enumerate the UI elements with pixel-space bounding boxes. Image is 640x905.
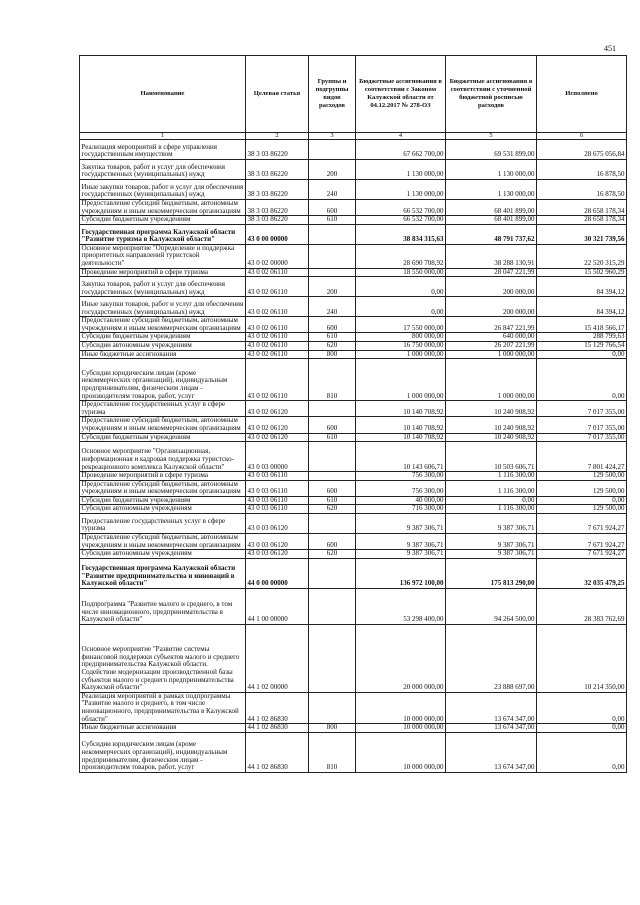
row-law-amount: 67 662 700,00	[356, 140, 446, 160]
table-row	[80, 732, 627, 772]
column-number: 3	[309, 133, 356, 140]
row-revised-amount: 68 401 899,00	[446, 200, 537, 216]
row-expense-group	[309, 588, 356, 624]
row-law-amount: 10 000 000,00	[356, 724, 446, 733]
row-expense-group	[309, 268, 356, 277]
row-revised-amount: 0,00	[446, 496, 537, 505]
row-expense-group: 600	[309, 480, 356, 496]
table-row	[80, 359, 627, 401]
row-law-amount: 38 834 315,63	[356, 224, 446, 244]
row-target-code: 43 0 00 00000	[246, 224, 309, 244]
row-executed-amount: 0,00	[537, 350, 627, 359]
row-expense-group	[309, 244, 356, 268]
row-target-code: 43 0 03 06110	[246, 496, 309, 505]
row-expense-group: 600	[309, 417, 356, 433]
row-name: Субсидии бюджетным учреждениям	[80, 333, 246, 342]
row-expense-group	[309, 401, 356, 417]
row-law-amount: 10 143 606,71	[356, 442, 446, 472]
row-executed-amount: 84 394,12	[537, 277, 627, 297]
row-name: Иные бюджетные ассигнования	[80, 350, 246, 359]
row-name: Иные бюджетные ассигнования	[80, 724, 246, 733]
row-expense-group: 610	[309, 216, 356, 225]
table-row	[80, 333, 627, 342]
row-law-amount: 40 000,00	[356, 496, 446, 505]
row-expense-group: 620	[309, 550, 356, 559]
row-name: Предоставление субсидий бюджетным, автономным учреждениям и иным некоммерческим организациям	[80, 480, 246, 496]
row-target-code: 43 0 03 06120	[246, 550, 309, 559]
row-target-code: 43 0 02 06120	[246, 433, 309, 442]
row-executed-amount: 0,00	[537, 732, 627, 772]
row-executed-amount: 7 017 355,00	[537, 417, 627, 433]
row-name: Субсидии бюджетным учреждениям	[80, 216, 246, 225]
row-law-amount: 756 300,00	[356, 472, 446, 481]
budget-table	[79, 55, 627, 773]
row-executed-amount: 28 658 178,34	[537, 200, 627, 216]
row-revised-amount: 10 240 908,92	[446, 433, 537, 442]
table-row	[80, 534, 627, 550]
row-executed-amount: 30 321 739,56	[537, 224, 627, 244]
row-law-amount: 16 750 000,00	[356, 341, 446, 350]
row-law-amount: 66 532 700,00	[356, 200, 446, 216]
row-law-amount: 10 140 708,92	[356, 401, 446, 417]
table-row	[80, 216, 627, 225]
row-expense-group: 200	[309, 160, 356, 180]
row-name: Субсидии автономным учреждениям	[80, 341, 246, 350]
row-target-code: 38 3 03 86220	[246, 140, 309, 160]
row-executed-amount: 10 214 350,00	[537, 624, 627, 692]
row-target-code: 38 3 03 86220	[246, 200, 309, 216]
row-target-code: 43 0 02 06110	[246, 350, 309, 359]
column-number: 2	[246, 133, 309, 140]
row-expense-group: 810	[309, 359, 356, 401]
row-target-code: 43 0 02 06110	[246, 277, 309, 297]
row-name: Субсидии бюджетным учреждениям	[80, 433, 246, 442]
row-revised-amount: 10 240 908,92	[446, 401, 537, 417]
row-executed-amount: 7 017 355,00	[537, 401, 627, 417]
row-law-amount: 18 550 000,00	[356, 268, 446, 277]
row-name: Основное мероприятие "Организационная, информационная и кадровая поддержка туристско-рекреационного комплекса Калужской области"	[80, 442, 246, 472]
row-target-code: 38 3 03 86220	[246, 180, 309, 200]
row-law-amount: 136 972 100,00	[356, 558, 446, 588]
row-revised-amount: 1 000 000,00	[446, 359, 537, 401]
header-law: Бюджетные ассигнования в соответствии с Законом Калужской области от 04.12.2017 № 278-ОЗ	[356, 56, 446, 133]
row-law-amount: 20 000 000,00	[356, 624, 446, 692]
row-law-amount: 1 000 000,00	[356, 350, 446, 359]
table-row	[80, 200, 627, 216]
row-law-amount: 10 140 708,92	[356, 433, 446, 442]
row-name: Подпрограмма "Развитие малого и среднего, в том числе инновационного, предпринимательства в Калужской области"	[80, 588, 246, 624]
column-number: 5	[446, 133, 537, 140]
row-executed-amount: 0,00	[537, 496, 627, 505]
row-name: Закупка товаров, работ и услуг для обеспечения государственных (муниципальных) нужд	[80, 277, 246, 297]
table-row	[80, 417, 627, 433]
table-row	[80, 317, 627, 333]
row-revised-amount: 1 116 300,00	[446, 505, 537, 514]
row-law-amount: 716 300,00	[356, 505, 446, 514]
row-executed-amount: 15 418 566,17	[537, 317, 627, 333]
row-name: Проведение мероприятий в сфере туризма	[80, 472, 246, 481]
row-expense-group: 610	[309, 496, 356, 505]
row-revised-amount: 94 264 500,00	[446, 588, 537, 624]
row-law-amount: 0,00	[356, 277, 446, 297]
row-revised-amount: 200 000,00	[446, 277, 537, 297]
column-number-row	[80, 133, 627, 140]
row-name: Субсидии юридическим лицам (кроме некоммерческих организаций), индивидуальным предпринимателям, физическим лицам - производителям товаров, работ, услуг	[80, 359, 246, 401]
row-name: Предоставление субсидий бюджетным, автономным учреждениям и иным некоммерческим организациям	[80, 317, 246, 333]
row-target-code: 43 0 03 00000	[246, 442, 309, 472]
row-law-amount: 756 300,00	[356, 480, 446, 496]
row-target-code: 43 0 02 06110	[246, 297, 309, 317]
row-executed-amount: 0,00	[537, 359, 627, 401]
row-name: Государственная программа Калужской области "Развитие туризма в Калужской области"	[80, 224, 246, 244]
row-target-code: 44 1 02 00000	[246, 624, 309, 692]
table-body	[80, 140, 627, 773]
row-executed-amount: 288 799,63	[537, 333, 627, 342]
table-row	[80, 496, 627, 505]
row-executed-amount: 0,00	[537, 724, 627, 733]
row-law-amount: 9 387 306,71	[356, 534, 446, 550]
row-target-code: 43 0 02 06110	[246, 359, 309, 401]
row-executed-amount: 7 671 924,27	[537, 550, 627, 559]
row-revised-amount: 175 813 290,00	[446, 558, 537, 588]
row-name: Закупка товаров, работ и услуг для обеспечения государственных (муниципальных) нужд	[80, 160, 246, 180]
row-executed-amount: 32 035 479,25	[537, 558, 627, 588]
table-row	[80, 268, 627, 277]
row-target-code: 38 3 03 86220	[246, 216, 309, 225]
row-executed-amount: 22 520 315,29	[537, 244, 627, 268]
row-expense-group	[309, 140, 356, 160]
row-target-code: 43 0 03 06120	[246, 514, 309, 534]
row-revised-amount: 69 531 899,00	[446, 140, 537, 160]
row-expense-group: 600	[309, 317, 356, 333]
row-expense-group: 620	[309, 505, 356, 514]
row-target-code: 43 0 03 06110	[246, 472, 309, 481]
table-row	[80, 160, 627, 180]
row-target-code: 43 0 02 06120	[246, 417, 309, 433]
row-expense-group: 610	[309, 333, 356, 342]
row-law-amount: 10 140 708,92	[356, 417, 446, 433]
header-group: Группы и подгруппы видов расходов	[309, 56, 356, 133]
table-row	[80, 140, 627, 160]
row-revised-amount: 1 116 300,00	[446, 480, 537, 496]
row-target-code: 38 3 03 86220	[246, 160, 309, 180]
row-revised-amount: 9 387 306,71	[446, 534, 537, 550]
row-law-amount: 17 550 000,00	[356, 317, 446, 333]
row-name: Реализация мероприятий в рамках подпрограммы "Развитие малого и среднего, в том числе инновационного, предпринимательства в Калужской области"	[80, 692, 246, 723]
row-executed-amount: 28 658 178,34	[537, 216, 627, 225]
header-revised: Бюджетные ассигнования в соответствии с уточненной бюджетной росписью расходов	[446, 56, 537, 133]
table-row	[80, 433, 627, 442]
row-executed-amount: 129 500,00	[537, 505, 627, 514]
row-revised-amount: 13 674 347,00	[446, 732, 537, 772]
table-row	[80, 480, 627, 496]
row-expense-group: 240	[309, 180, 356, 200]
row-revised-amount: 10 503 606,71	[446, 442, 537, 472]
row-name: Субсидии автономным учреждениям	[80, 550, 246, 559]
row-name: Реализация мероприятий в сфере управления государственным имуществом	[80, 140, 246, 160]
table-row	[80, 558, 627, 588]
row-executed-amount: 15 502 960,29	[537, 268, 627, 277]
row-executed-amount: 7 801 424,27	[537, 442, 627, 472]
row-revised-amount: 200 000,00	[446, 297, 537, 317]
row-revised-amount: 9 387 306,71	[446, 514, 537, 534]
column-number: 1	[80, 133, 246, 140]
table-row	[80, 341, 627, 350]
row-expense-group	[309, 472, 356, 481]
row-target-code: 43 0 03 06120	[246, 534, 309, 550]
row-target-code: 44 1 02 86830	[246, 732, 309, 772]
column-number: 6	[537, 133, 627, 140]
table-row	[80, 724, 627, 733]
row-law-amount: 10 000 000,00	[356, 732, 446, 772]
row-name: Основное мероприятие "Развитие системы финансовой поддержки субъектов малого и среднего предпринимательства Калужской области. Содействие модернизации производственной базы субъектов малого и среднего предпринимательства Калужской области"	[80, 624, 246, 692]
row-name: Основное мероприятие "Определение и поддержка приоритетных направлений туристской деятельности"	[80, 244, 246, 268]
row-target-code: 43 0 02 06110	[246, 333, 309, 342]
row-law-amount: 1 130 000,00	[356, 180, 446, 200]
row-revised-amount: 13 674 347,00	[446, 724, 537, 733]
row-executed-amount: 84 394,12	[537, 297, 627, 317]
row-target-code: 44 1 02 86830	[246, 692, 309, 723]
table-row	[80, 514, 627, 534]
row-expense-group	[309, 442, 356, 472]
row-expense-group: 800	[309, 350, 356, 359]
row-expense-group: 800	[309, 724, 356, 733]
row-law-amount: 1 000 000,00	[356, 359, 446, 401]
row-executed-amount: 129 500,00	[537, 472, 627, 481]
row-revised-amount: 68 401 899,00	[446, 216, 537, 225]
row-law-amount: 66 532 700,00	[356, 216, 446, 225]
row-expense-group: 810	[309, 732, 356, 772]
header-code: Целевая статья	[246, 56, 309, 133]
row-name: Предоставление государственных услуг в сфере туризма	[80, 401, 246, 417]
row-expense-group: 620	[309, 341, 356, 350]
row-law-amount: 800 000,00	[356, 333, 446, 342]
row-name: Предоставление субсидий бюджетным, автономным учреждениям и иным некоммерческим организациям	[80, 534, 246, 550]
row-expense-group	[309, 514, 356, 534]
row-law-amount: 1 130 000,00	[356, 160, 446, 180]
row-revised-amount: 1 130 000,00	[446, 160, 537, 180]
row-revised-amount: 1 000 000,00	[446, 350, 537, 359]
row-expense-group: 600	[309, 200, 356, 216]
row-target-code: 43 0 02 00000	[246, 244, 309, 268]
row-expense-group	[309, 224, 356, 244]
row-target-code: 44 1 02 86830	[246, 724, 309, 733]
row-name: Предоставление субсидий бюджетным, автономным учреждениям и иным некоммерческим организациям	[80, 200, 246, 216]
row-law-amount: 28 690 708,92	[356, 244, 446, 268]
row-revised-amount: 26 207 221,99	[446, 341, 537, 350]
row-executed-amount: 0,00	[537, 692, 627, 723]
row-name: Субсидии автономным учреждениям	[80, 505, 246, 514]
row-target-code: 43 0 02 06110	[246, 341, 309, 350]
row-expense-group	[309, 624, 356, 692]
row-name: Предоставление государственных услуг в сфере туризма	[80, 514, 246, 534]
row-revised-amount: 23 888 697,00	[446, 624, 537, 692]
row-target-code: 43 0 03 06110	[246, 480, 309, 496]
row-name: Иные закупки товаров, работ и услуг для обеспечения государственных (муниципальных) нужд	[80, 297, 246, 317]
row-name: Субсидии юридическим лицам (кроме некоммерческих организаций), индивидуальным предпринимателям, физическим лицам - производителям товаров, работ, услуг	[80, 732, 246, 772]
row-revised-amount: 9 387 306,71	[446, 550, 537, 559]
row-law-amount: 0,00	[356, 297, 446, 317]
header-name: Наименование	[80, 56, 246, 133]
row-name: Иные закупки товаров, работ и услуг для обеспечения государственных (муниципальных) нужд	[80, 180, 246, 200]
row-name: Государственная программа Калужской области "Развитие предпринимательства и инноваций в Калужской области"	[80, 558, 246, 588]
row-executed-amount: 28 675 056,84	[537, 140, 627, 160]
row-revised-amount: 26 847 221,99	[446, 317, 537, 333]
row-executed-amount: 16 878,50	[537, 180, 627, 200]
row-executed-amount: 7 671 924,27	[537, 534, 627, 550]
header-executed: Исполнено	[537, 56, 627, 133]
row-law-amount: 10 000 000,00	[356, 692, 446, 723]
row-name: Предоставление субсидий бюджетным, автономным учреждениям и иным некоммерческим организациям	[80, 417, 246, 433]
row-name: Проведение мероприятий в сфере туризма	[80, 268, 246, 277]
row-executed-amount: 28 383 762,69	[537, 588, 627, 624]
row-expense-group: 610	[309, 433, 356, 442]
row-target-code: 43 0 02 06110	[246, 268, 309, 277]
row-executed-amount: 129 500,00	[537, 480, 627, 496]
table-row	[80, 224, 627, 244]
table-row	[80, 550, 627, 559]
row-expense-group: 240	[309, 297, 356, 317]
row-revised-amount: 1 130 000,00	[446, 180, 537, 200]
row-target-code: 43 0 03 06110	[246, 505, 309, 514]
table-row	[80, 244, 627, 268]
table-row	[80, 277, 627, 297]
page-number: 451	[604, 44, 616, 53]
row-revised-amount: 13 674 347,00	[446, 692, 537, 723]
row-revised-amount: 10 240 908,92	[446, 417, 537, 433]
row-target-code: 43 0 02 06120	[246, 401, 309, 417]
row-revised-amount: 1 116 300,00	[446, 472, 537, 481]
row-law-amount: 53 298 400,00	[356, 588, 446, 624]
row-name: Субсидии бюджетным учреждениям	[80, 496, 246, 505]
table-row	[80, 401, 627, 417]
row-executed-amount: 15 129 766,54	[537, 341, 627, 350]
table-row	[80, 624, 627, 692]
row-target-code: 44 1 00 00000	[246, 588, 309, 624]
row-expense-group: 200	[309, 277, 356, 297]
table-row	[80, 180, 627, 200]
row-executed-amount: 16 878,50	[537, 160, 627, 180]
row-target-code: 44 0 00 00000	[246, 558, 309, 588]
table-row	[80, 442, 627, 472]
row-expense-group	[309, 692, 356, 723]
row-revised-amount: 640 000,00	[446, 333, 537, 342]
table-row	[80, 297, 627, 317]
row-revised-amount: 48 791 737,62	[446, 224, 537, 244]
table-row	[80, 588, 627, 624]
row-revised-amount: 38 288 130,91	[446, 244, 537, 268]
table-row	[80, 350, 627, 359]
table-row	[80, 692, 627, 723]
table-row	[80, 505, 627, 514]
row-target-code: 43 0 02 06110	[246, 317, 309, 333]
row-executed-amount: 7 671 924,27	[537, 514, 627, 534]
row-expense-group: 600	[309, 534, 356, 550]
table-row	[80, 472, 627, 481]
row-executed-amount: 7 017 355,00	[537, 433, 627, 442]
row-law-amount: 9 387 306,71	[356, 514, 446, 534]
column-number: 4	[356, 133, 446, 140]
table-header-row	[80, 56, 627, 133]
row-law-amount: 9 387 306,71	[356, 550, 446, 559]
row-expense-group	[309, 558, 356, 588]
row-revised-amount: 28 047 221,99	[446, 268, 537, 277]
